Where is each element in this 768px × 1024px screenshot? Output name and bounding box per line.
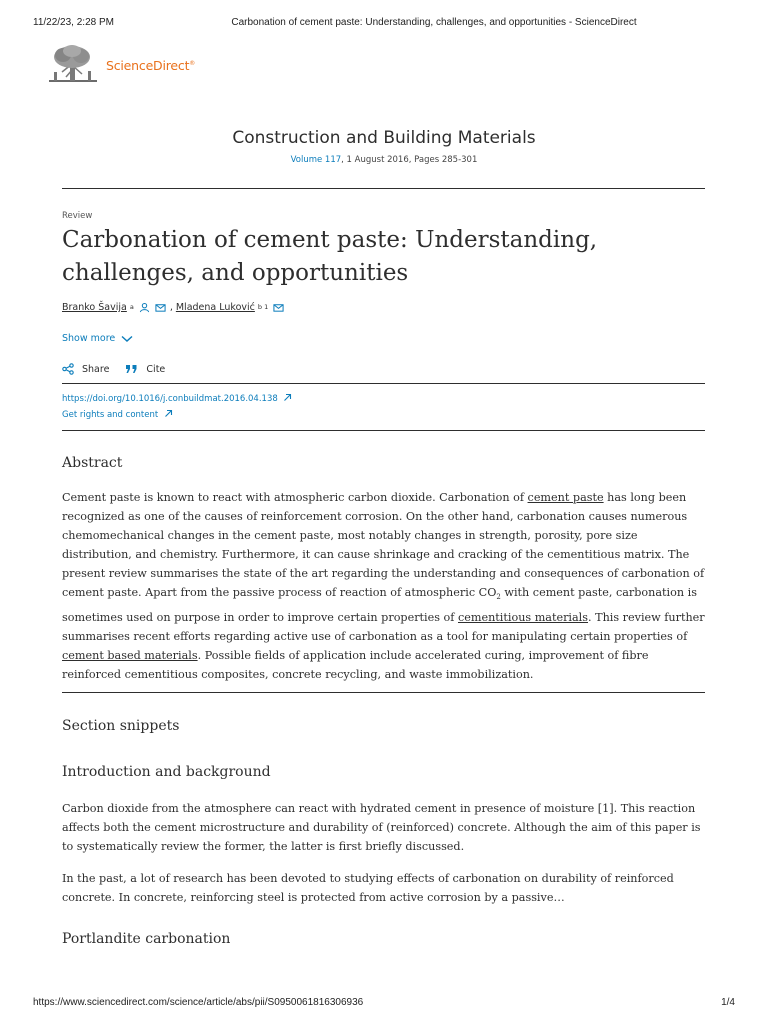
journal-title[interactable]: Construction and Building Materials bbox=[232, 128, 536, 148]
author-name[interactable]: Branko Šavija bbox=[62, 302, 127, 313]
cementitious-materials-link[interactable]: cementitious materials bbox=[457, 610, 589, 624]
chevron-down-icon bbox=[121, 335, 133, 343]
show-more-button[interactable] bbox=[62, 333, 133, 344]
doi-text: https://doi.org/10.1016/j.conbuildmat.2016.04.138 bbox=[62, 394, 278, 404]
author-separator: , bbox=[169, 302, 173, 313]
email-icon[interactable] bbox=[155, 302, 166, 313]
rights-link[interactable] bbox=[62, 409, 173, 420]
share-button[interactable] bbox=[62, 363, 109, 375]
section-snippets-heading: Section snippets bbox=[62, 718, 180, 734]
elsevier-tree-icon bbox=[48, 44, 98, 86]
divider bbox=[62, 188, 705, 189]
share-icon bbox=[62, 363, 74, 375]
abstract-heading: Abstract bbox=[62, 455, 123, 471]
abstract-text-part: with cement paste, carbonation is sometimes used on purpose in order to improve certain properties of bbox=[62, 586, 697, 624]
abstract-text-part: Cement paste is known to react with atmospheric carbon dioxide. Carbonation of bbox=[62, 491, 528, 504]
cement-based-materials-link[interactable]: cement based materials bbox=[62, 648, 198, 662]
print-page-title: Carbonation of cement paste: Understanding, challenges, and opportunities - ScienceDirect bbox=[231, 17, 637, 28]
cite-label: Cite bbox=[146, 363, 166, 375]
article-title: Carbonation of cement paste: Understanding, challenges, and opportunities bbox=[62, 227, 598, 286]
introduction-paragraph: Carbon dioxide from the atmosphere can react with hydrated cement in presence of moisture [1]. This reaction affects both the cement microstructure and durability of (reinforced) concrete. Although the aim of this paper is to systematically review the former, the latter is first briefly discussed. bbox=[62, 802, 701, 854]
divider bbox=[62, 383, 705, 384]
divider bbox=[62, 692, 705, 693]
abstract-text-part: . Possible fields of application include accelerated curing, improvement of fibre reinforced cementitious composites, concrete recycling, and waste immobilization. bbox=[62, 648, 649, 682]
volume-link[interactable]: Volume 117 bbox=[290, 155, 342, 165]
author-affiliation: b 1 bbox=[257, 302, 269, 311]
abstract-text-part: . This review further summarises recent efforts regarding active use of carbonation as a tool for manipulating certain properties of bbox=[62, 610, 705, 643]
author-name[interactable]: Mladena Luković bbox=[175, 302, 255, 313]
introduction-heading[interactable]: Introduction and background bbox=[62, 764, 271, 780]
subscript: 2 bbox=[496, 593, 501, 602]
portlandite-heading[interactable]: Portlandite carbonation bbox=[62, 931, 231, 947]
sciencedirect-logo[interactable] bbox=[48, 44, 195, 86]
brand-name: ScienceDirect bbox=[106, 57, 190, 73]
cement-paste-link[interactable]: cement paste bbox=[527, 491, 604, 504]
email-icon[interactable] bbox=[273, 302, 284, 313]
person-icon[interactable] bbox=[139, 302, 150, 313]
author-list bbox=[62, 302, 284, 313]
volume-details: , 1 August 2016, Pages 285-301 bbox=[341, 155, 478, 165]
brand-mark: ® bbox=[189, 59, 196, 67]
external-link-icon bbox=[164, 409, 173, 418]
print-date: 11/22/23, 2:28 PM bbox=[33, 17, 114, 28]
show-more-label: Show more bbox=[62, 333, 116, 344]
divider bbox=[62, 430, 705, 431]
introduction-paragraph: In the past, a lot of research has been devoted to studying effects of carbonation on durability of reinforced concrete. In concrete, reinforcing steel is protected from active corrosion by a passive… bbox=[62, 872, 674, 905]
article-type: Review bbox=[62, 211, 93, 221]
author-affiliation: a bbox=[129, 302, 134, 311]
quote-icon bbox=[125, 364, 138, 374]
share-label: Share bbox=[82, 363, 110, 375]
external-link-icon bbox=[283, 393, 292, 402]
article-tools bbox=[62, 363, 181, 375]
print-page-number: 1/4 bbox=[721, 997, 735, 1008]
cite-button[interactable] bbox=[125, 364, 165, 375]
abstract-text bbox=[62, 488, 710, 684]
print-url: https://www.sciencedirect.com/science/article/abs/pii/S0950061816306936 bbox=[33, 997, 364, 1008]
abstract-text-part: has long been recognized as one of the causes of reinforcement corrosion. On the other hand, carbonation causes numerous chemomechanical changes in the cement paste, most notably changes in strength, porosity, pore size distribution, and chemistry. Furthermore, it can cause shrinkage and cracking of the cementitious matrix. The present review summarises the state of the art regarding the understanding and consequences of carbonation of cement paste. Apart from the passive process of reaction of atmospheric CO bbox=[62, 491, 705, 600]
volume-line bbox=[0, 155, 768, 165]
doi-link[interactable] bbox=[62, 393, 292, 404]
rights-text: Get rights and content bbox=[62, 410, 159, 420]
